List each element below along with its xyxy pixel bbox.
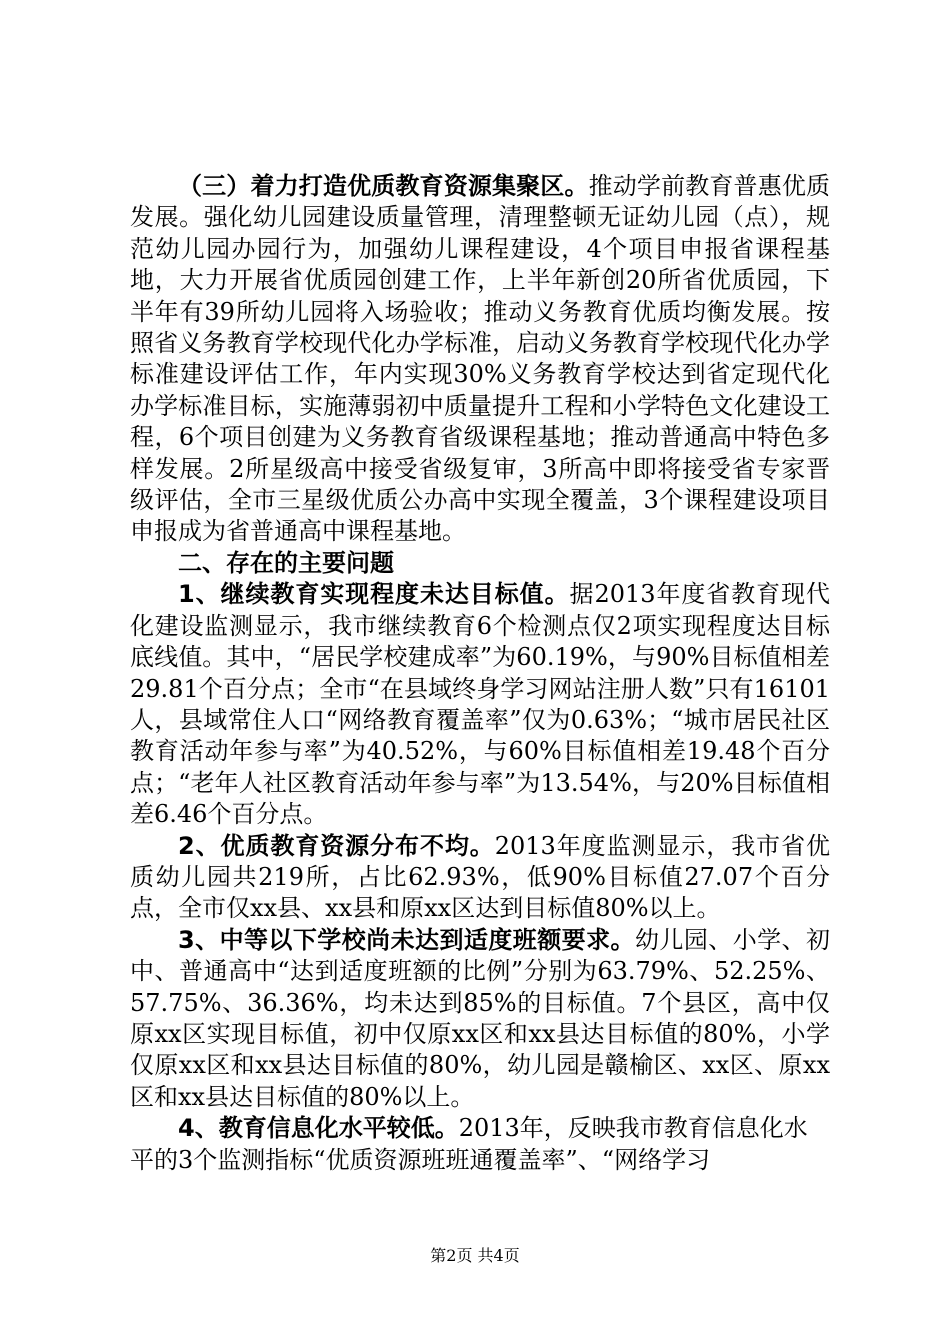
section-heading-main-problems: 二、存在的主要问题	[178, 548, 394, 577]
paragraph-body: 2013年度监测显示，我市省优质幼儿园共219所，占比62.93%，低90%目标值27.07个百分点，全市仅xx县、xx县和原xx区达到目标值80%以上。	[130, 831, 830, 923]
paragraph-body: 幼儿园、小学、初中、普通高中“达到适度班额的比例”分别为63.79%、52.25%、57.75%、36.36%，均未达到85%的目标值。7个县区，高中仅原xx区实现目标值，初中仅原xx区和xx县达目标值的80%，小学仅原xx区和xx县达目标值的80%，幼儿园是赣榆区、xx区、原xx区和xx县达目标值的80%以上。	[130, 925, 831, 1111]
paragraph-resource-distribution	[130, 831, 830, 925]
paragraph-body: 推动学前教育普惠优质发展。强化幼儿园建设质量管理，清理整顿无证幼儿园（点），规范幼儿园办园行为，加强幼儿课程建设，4个项目申报省课程基地，大力开展省优质园创建工作，上半年新创20所省优质园，下半年有39所幼儿园将入场验收；推动义务教育优质均衡发展。按照省义务教育学校现代化办学标准，启动义务教育学校现代化办学标准建设评估工作，年内实现30%义务教育学校达到省定现代化办学标准目标，实施薄弱初中质量提升工程和小学特色文化建设工程，6个项目创建为义务教育省级课程基地；推动普通高中特色多样发展。2所星级高中接受省级复审，3所高中即将接受省专家晋级评估，全市三星级优质公办高中实现全覆盖，3个课程建设项目申报成为省普通高中课程基地。	[130, 172, 831, 546]
paragraph-informatization	[130, 1113, 830, 1176]
paragraph-class-size	[130, 925, 830, 1113]
paragraph-body: 2013年，反映我市教育信息化水平的3个监测指标“优质资源班班通覆盖率”、“网络学习	[130, 1114, 808, 1174]
paragraph-lead: 4、教育信息化水平较低。	[178, 1114, 459, 1143]
document-body	[130, 171, 830, 1176]
paragraph-body: 据2013年度省教育现代化建设监测显示，我市继续教育6个检测点仅2项实现程度达目标底线值。其中，“居民学校建成率”为60.19%，与90%目标值相差29.81个百分点；全市“在县域终身学习网站注册人数”只有16101人，县域常住人口“网络教育覆盖率”仅为0.63%；“城市居民社区教育活动年参与率”为40.52%，与60%目标值相差19.48个百分点；“老年人社区教育活动年参与率”为13.54%，与20%目标值相差6.46个百分点。	[130, 580, 830, 829]
page-number-label: 第2页 共4页	[430, 1246, 520, 1265]
paragraph-lead: 3、中等以下学校尚未达到适度班额要求。	[178, 925, 635, 954]
page-footer	[0, 1245, 950, 1267]
paragraph-lead: （三）着力打造优质教育资源集聚区。	[178, 172, 589, 200]
paragraph-lead: 2、优质教育资源分布不均。	[178, 831, 495, 860]
paragraph-continuing-education	[130, 579, 830, 830]
paragraph-lead: 1、继续教育实现程度未达目标值。	[178, 580, 570, 609]
paragraph-quality-resources	[130, 171, 830, 548]
